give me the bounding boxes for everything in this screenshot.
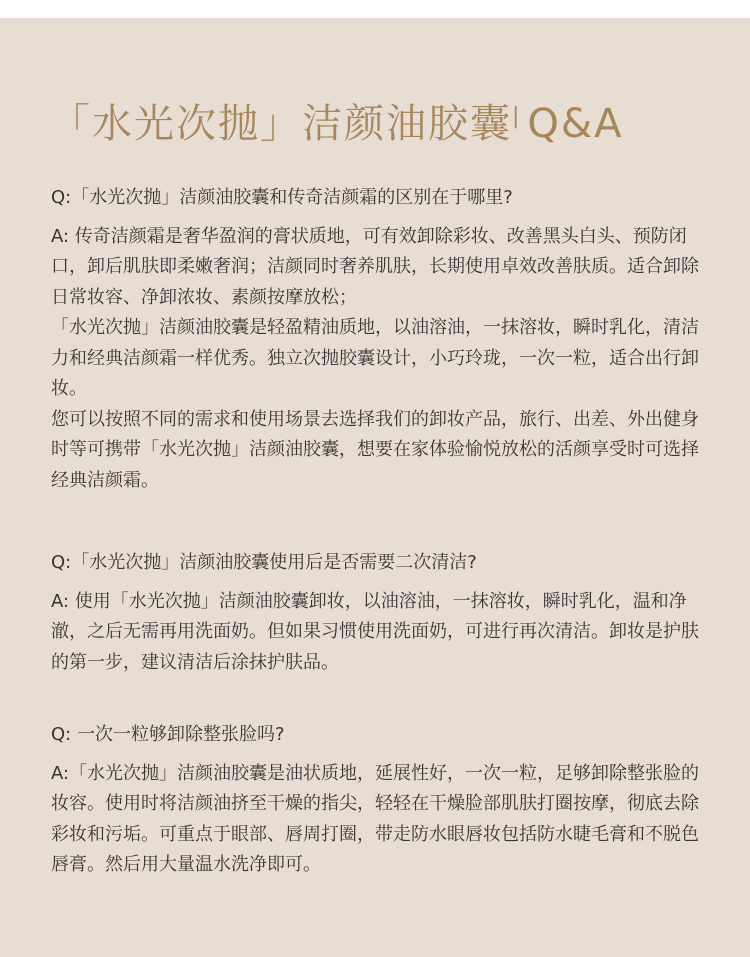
qa-page: [0, 18, 750, 957]
title-separator: |: [512, 104, 522, 129]
answer-3-paragraph-1: A:「水光次抛」洁颜油胶囊是油状质地，延展性好，一次一粒，足够卸除整张脸的妆容。使用时将洁颜油挤至干燥的指尖，轻轻在干燥脸部肌肤打圈按摩，彻底去除彩妆和污垢。可重点于眼部、唇周打圈，带走防水眼唇妆包括防水睫毛膏和不脱色唇膏。然后用大量温水洗净即可。: [51, 762, 700, 875]
title-suffix: Q&A: [527, 101, 624, 147]
question-2: Q:「水光次抛」洁颜油胶囊使用后是否需要二次清洁?: [51, 552, 477, 573]
page-title: [50, 92, 623, 149]
answer-1-paragraph-2: 「水光次抛」洁颜油胶囊是轻盈精油质地，以油溶油，一抹溶妆，瞬时乳化，清洁力和经典洁颜霜一样优秀。独立次抛胶囊设计，小巧玲珑，一次一粒，适合出行卸妆。: [51, 317, 699, 399]
question-3: Q: 一次一粒够卸除整张脸吗?: [51, 724, 285, 745]
title-product: 「水光次抛」洁颜油胶囊: [50, 101, 512, 147]
answer-2-paragraph-1: A: 使用「水光次抛」洁颜油胶囊卸妆，以油溶油，一抹溶妆，瞬时乳化，温和净澈，之后无需再用洗面奶。但如果习惯使用洗面奶，可进行再次清洁。卸妆是护肤的第一步，建议清洁后涂抹护肤品。: [51, 590, 699, 673]
qa-item-3: [51, 720, 711, 881]
answer-1-paragraph-3: 您可以按照不同的需求和使用场景去选择我们的卸妆产品，旅行、出差、外出健身时等可携带「水光次抛」洁颜油胶囊，想要在家体验愉悦放松的活颜享受时可选择经典洁颜霜。: [51, 408, 699, 491]
question-1: Q:「水光次抛」洁颜油胶囊和传奇洁颜霜的区别在于哪里?: [51, 187, 513, 208]
qa-item-1: [51, 183, 711, 496]
qa-item-2: [51, 548, 711, 678]
answer-1-paragraph-1: A: 传奇洁颜霜是奢华盈润的膏状质地，可有效卸除彩妆、改善黑头白头、预防闭口，卸后肌肤即柔嫩奢润；洁颜同时奢养肌肤，长期使用卓效改善肤质。适合卸除日常妆容、净卸浓妆、素颜按摩放松；: [51, 225, 699, 308]
